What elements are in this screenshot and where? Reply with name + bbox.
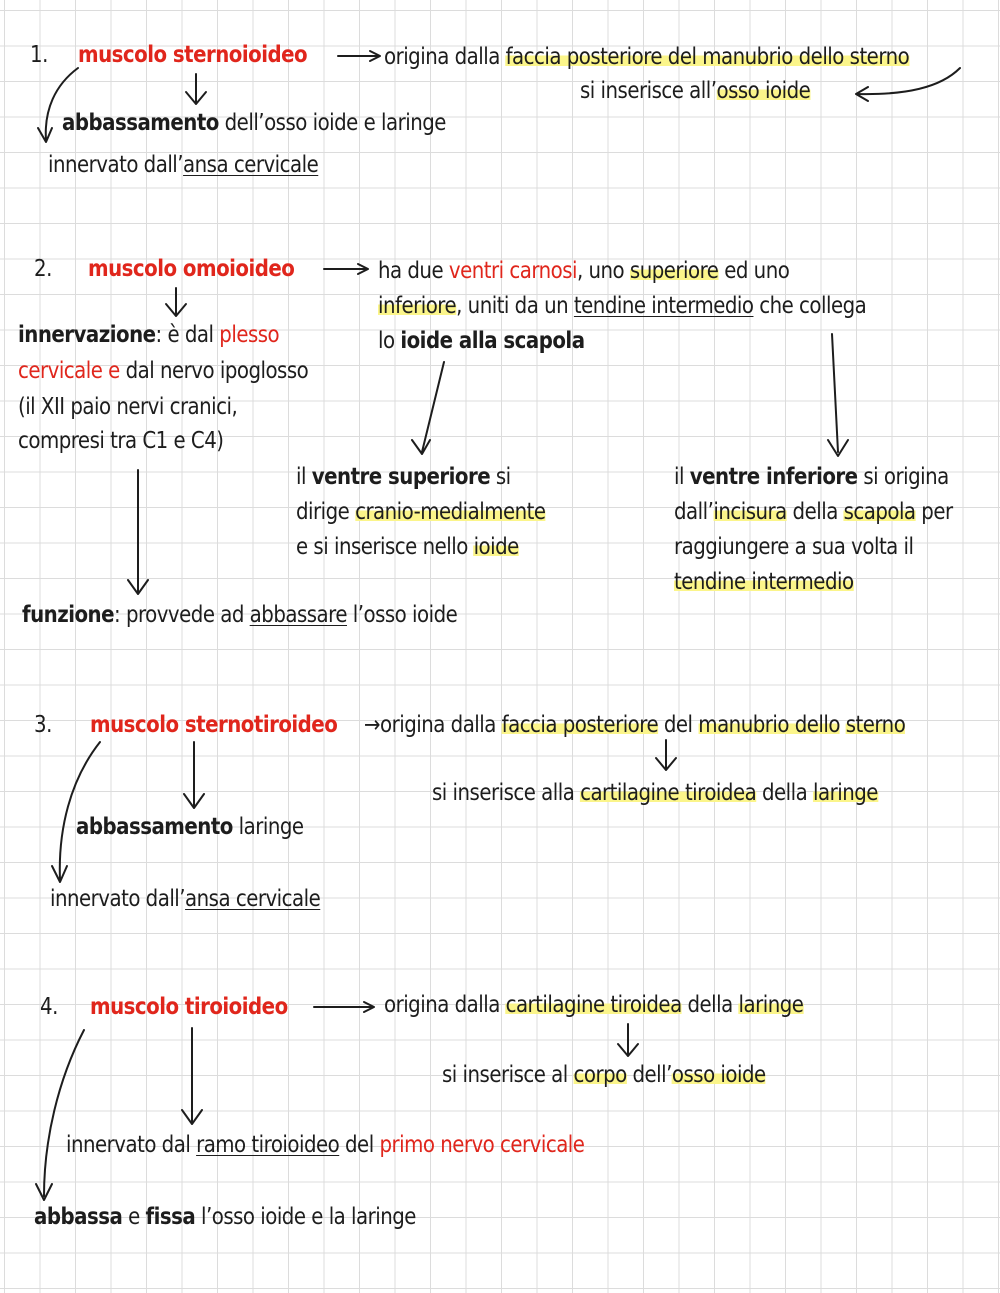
s2-arrow-inf bbox=[828, 334, 848, 456]
s1-origin bbox=[384, 42, 909, 72]
s2-arrow-func bbox=[128, 470, 148, 594]
s2-l3-bold: ioide alla scapola bbox=[400, 328, 585, 354]
s4-action-b: e bbox=[122, 1204, 146, 1230]
s4-origin-highlight1: cartilagine tiroidea bbox=[505, 992, 682, 1018]
s1-insert bbox=[580, 76, 810, 106]
s4-action bbox=[34, 1202, 416, 1232]
s2-number: 2. bbox=[34, 256, 52, 282]
s1-arrow-origin bbox=[338, 51, 380, 61]
s2-inf4-highlight: tendine intermedio bbox=[674, 569, 854, 595]
s2-l2-b: , uniti da un bbox=[456, 293, 574, 319]
s2-sup-line3 bbox=[296, 532, 519, 562]
s2-arrow-desc bbox=[324, 264, 368, 274]
s2-l1-red: ventri carnosi bbox=[448, 258, 577, 284]
s2-innerv-line2 bbox=[18, 356, 308, 386]
s2-l3-a: lo bbox=[378, 328, 401, 354]
s2-inf2-highlight1: incisura bbox=[713, 499, 787, 525]
s4-origin-a: origina dalla bbox=[384, 992, 506, 1018]
s2-sup1-c: si bbox=[490, 464, 511, 490]
s3-innerv-underlined: ansa cervicale bbox=[185, 886, 321, 912]
s1-number: 1. bbox=[30, 42, 48, 68]
s1-insert-text: si inserisce all’ bbox=[580, 78, 717, 104]
s2-sup-line2 bbox=[296, 497, 546, 527]
s1-action-text: dell’osso ioide e laringe bbox=[218, 110, 446, 136]
s2-title: muscolo omoioideo bbox=[88, 256, 295, 282]
s4-insert-highlight2: osso ioide bbox=[671, 1062, 766, 1088]
s1-innerv-underlined: ansa cervicale bbox=[183, 152, 319, 178]
s3-arrows bbox=[52, 740, 676, 882]
s2-innerv-line1 bbox=[18, 320, 279, 350]
s3-origin-highlight3: sterno bbox=[845, 712, 906, 738]
s2-l2-highlight: inferiore bbox=[378, 293, 457, 319]
s3-number: 3. bbox=[34, 712, 52, 738]
s4-innerv-c: del bbox=[339, 1132, 380, 1158]
s1-insert-highlight: osso ioide bbox=[716, 78, 811, 104]
s2-innerv-red: plesso bbox=[219, 322, 280, 348]
s2-desc-line2 bbox=[378, 291, 866, 321]
s2-func-bold: funzione bbox=[22, 602, 115, 628]
s2-desc-line3 bbox=[378, 326, 585, 356]
s3-insert-a: si inserisce alla bbox=[432, 780, 581, 806]
s2-inf-line2 bbox=[674, 497, 953, 527]
s3-origin-a: →origina dalla bbox=[364, 712, 502, 738]
s2-inf1-c: si origina bbox=[857, 464, 949, 490]
s2-inf-line4 bbox=[674, 567, 854, 597]
s4-action-bold1: abbassa bbox=[34, 1204, 123, 1230]
s2-inf2-e: per bbox=[915, 499, 953, 525]
s4-insert-c: dell’ bbox=[626, 1062, 672, 1088]
s2-innerv-b: : è dal bbox=[155, 322, 220, 348]
s3-arrow-insert bbox=[656, 740, 676, 770]
s2-sup-line1 bbox=[296, 462, 511, 492]
s4-origin-c: della bbox=[681, 992, 739, 1018]
s1-innerv-text: innervato dall’ bbox=[48, 152, 184, 178]
s2-sup2-highlight: cranio-medialmente bbox=[355, 499, 546, 525]
s2-innerv2-red: cervicale e bbox=[18, 358, 120, 384]
s4-action-d: l’osso ioide e la laringe bbox=[195, 1204, 416, 1230]
s2-inf2-highlight2: scapola bbox=[843, 499, 916, 525]
s2-l1-c: , uno bbox=[576, 258, 630, 284]
s1-arrow-action bbox=[186, 74, 206, 104]
s1-arrow-insert bbox=[856, 68, 960, 101]
s4-arrow-action bbox=[36, 1030, 84, 1200]
s1-action-bold: abbassamento bbox=[62, 110, 219, 136]
s4-number: 4. bbox=[40, 994, 58, 1020]
s3-origin-highlight1: faccia posteriore bbox=[501, 712, 659, 738]
s2-inf-line3: raggiungere a sua volta il bbox=[674, 534, 914, 560]
s2-inf1-bold: ventre inferiore bbox=[689, 464, 858, 490]
s2-sup2-a: dirige bbox=[296, 499, 356, 525]
s3-action-bold: abbassamento bbox=[76, 814, 233, 840]
s4-innerv-a: innervato dal bbox=[66, 1132, 197, 1158]
s1-title: muscolo sternoioideo bbox=[78, 42, 308, 68]
s1-origin-highlight: faccia posteriore del manubrio dello sterno bbox=[505, 44, 910, 70]
s2-l1-a: ha due bbox=[378, 258, 449, 284]
s1-innerv bbox=[48, 150, 318, 180]
s3-title: muscolo sternotiroideo bbox=[90, 712, 338, 738]
s2-sup1-bold: ventre superiore bbox=[311, 464, 491, 490]
s2-l1-highlight: superiore bbox=[629, 258, 719, 284]
s2-func-b: : provvede ad bbox=[114, 602, 250, 628]
s3-origin bbox=[364, 710, 905, 740]
s2-innerv-line4: compresi tra C1 e C4) bbox=[18, 428, 224, 454]
s3-arrow-action bbox=[184, 742, 204, 808]
s3-innerv-text: innervato dall’ bbox=[50, 886, 186, 912]
s2-desc-line1 bbox=[378, 256, 789, 286]
s1-action bbox=[62, 108, 446, 138]
s3-innerv bbox=[50, 884, 320, 914]
s3-origin-c: del bbox=[658, 712, 699, 738]
s2-inf1-a: il bbox=[674, 464, 690, 490]
s2-function bbox=[22, 600, 457, 630]
s4-arrow-innerv bbox=[182, 1028, 202, 1124]
s3-action-text: laringe bbox=[232, 814, 304, 840]
s4-insert-highlight1: corpo bbox=[573, 1062, 627, 1088]
s3-insert-highlight1: cartilagine tiroidea bbox=[580, 780, 757, 806]
s4-arrows bbox=[36, 1002, 638, 1200]
s2-inf2-c: della bbox=[786, 499, 844, 525]
s4-title: muscolo tiroioideo bbox=[90, 994, 288, 1020]
s3-insert-c: della bbox=[756, 780, 814, 806]
s2-sup1-a: il bbox=[296, 464, 312, 490]
s1-origin-text: origina dalla bbox=[384, 44, 506, 70]
s2-l2-underlined: tendine intermedio bbox=[573, 293, 754, 319]
s2-inf-line1 bbox=[674, 462, 949, 492]
s4-insert-a: si inserisce al bbox=[442, 1062, 574, 1088]
s4-action-bold2: fissa bbox=[145, 1204, 196, 1230]
s3-insert-highlight2: laringe bbox=[813, 780, 878, 806]
s2-l1-e: ed uno bbox=[718, 258, 790, 284]
s4-innerv bbox=[66, 1130, 584, 1160]
s3-action bbox=[76, 812, 304, 842]
s2-arrow-innerv bbox=[166, 288, 186, 316]
s4-arrow-insert bbox=[618, 1024, 638, 1056]
s4-innerv-red: primo nervo cervicale bbox=[379, 1132, 585, 1158]
s3-origin-highlight2: manubrio dello bbox=[698, 712, 840, 738]
s4-arrow-origin bbox=[314, 1002, 374, 1012]
s4-insert bbox=[442, 1060, 766, 1090]
s3-insert bbox=[432, 778, 878, 808]
s4-origin bbox=[384, 990, 803, 1020]
s2-innerv-bold: innervazione bbox=[18, 322, 156, 348]
s2-innerv-line3: (il XII paio nervi cranici, bbox=[18, 394, 238, 420]
s2-innerv2-text: dal nervo ipoglosso bbox=[119, 358, 309, 384]
s4-innerv-underlined: ramo tiroioideo bbox=[196, 1132, 340, 1158]
s2-sup3-highlight: ioide bbox=[473, 534, 519, 560]
s2-l2-d: che collega bbox=[753, 293, 867, 319]
s4-origin-highlight2: laringe bbox=[738, 992, 804, 1018]
s2-sup3-a: e si inserisce nello bbox=[296, 534, 474, 560]
s2-func-underlined: abbassare bbox=[249, 602, 347, 628]
s2-inf2-a: dall’ bbox=[674, 499, 714, 525]
s2-arrow-sup bbox=[412, 362, 444, 454]
s2-func-d: l’osso ioide bbox=[346, 602, 458, 628]
